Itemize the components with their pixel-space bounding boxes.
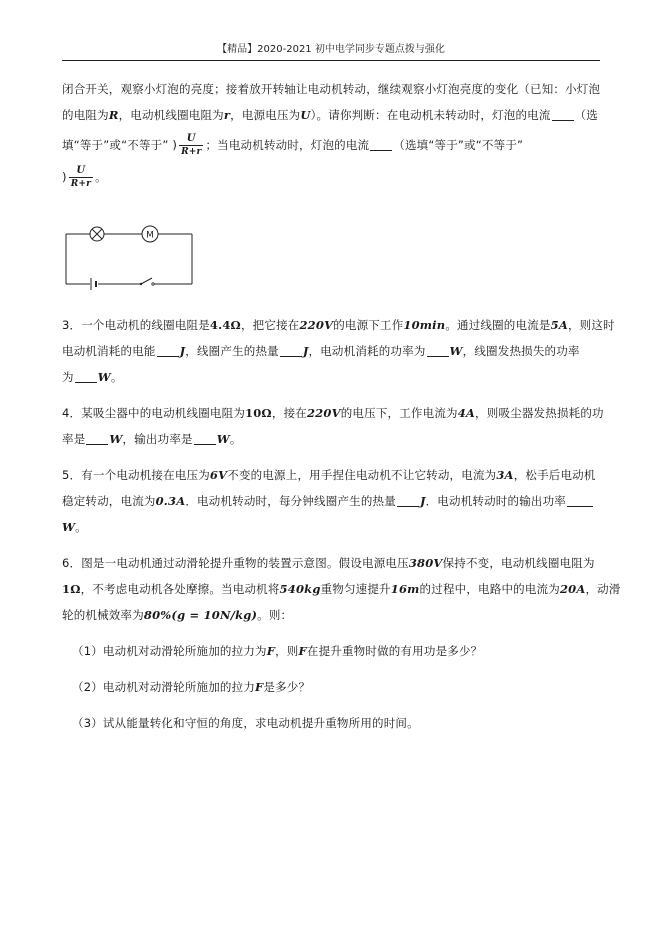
question-6-part-1: （1）电动机对动滑轮所施加的拉力为F，则F在提升重物时做的有用功是多少？ [72, 644, 483, 658]
circuit-diagram [62, 225, 198, 291]
q2-blank-1[interactable] [552, 108, 574, 121]
question-6-part-2: （2）电动机对动滑轮所施加的拉力F是多少？ [72, 680, 311, 694]
q4-blank-heat-power[interactable] [86, 432, 108, 445]
q3-blank-energy[interactable] [157, 344, 179, 357]
page-header: 【精品】2020-2021 初中电学同步专题点拨与强化 [217, 44, 445, 55]
motor-icon [142, 226, 158, 242]
q5-blank-heat[interactable] [397, 494, 419, 507]
question-3: 3．一个电动机的线圈电阻是4.4Ω，把它接在220V的电源下工作10min。通过线圈的电流是5A，则这时 电动机消耗的电能 J，线圈产生的热量 J，电动机消耗的功率为 W，线圈发热损失的功率 为 W。 [62, 318, 615, 384]
q4-blank-output-power[interactable] [194, 432, 216, 445]
q3-blank-heat[interactable] [280, 344, 302, 357]
q3-blank-power[interactable] [427, 344, 449, 357]
document-body [62, 76, 602, 192]
fraction-u-over-r-plus-r-2: $\frac{U}{R+r}$ [70, 165, 92, 189]
switch-icon [140, 278, 154, 285]
q3-blank-heat-power[interactable] [75, 370, 97, 383]
q2-line-2: 的电阻为R，电动机线圈电阻为r，电源电压为U）。请你判断：在电动机未转动时，灯泡的电流 （选 [62, 108, 598, 122]
q2-line-3: 填“等于”或“不等于” ) $\frac{U}{R+r}$ ；当电动机转动时，灯泡的电流 （选填“等于”或“不等于” [62, 133, 524, 157]
q2-blank-2[interactable] [370, 138, 392, 151]
question-4: 4．某吸尘器中的电动机线圈电阻为10Ω，接在220V的电压下，工作电流为4A，则吸尘器发热损耗的功 率是 W，输出功率是 W。 [62, 406, 604, 446]
question-5: 5．有一个电动机接在电压为6V不变的电源上，用手捏住电动机不让它转动，电流为3A，松手后电动机 稳定转动，电流为0.3A．电动机转动时，每分钟线圈产生的热量 J．电动机转动时的输出功率 W。 [62, 468, 596, 534]
fraction-u-over-r-plus-r: $\frac{U}{R+r}$ [181, 133, 202, 157]
question-6-part-3: （3）试从能量转化和守恒的角度，求电动机提升重物所用的时间。 [72, 716, 419, 730]
battery-icon [91, 278, 96, 290]
q2-line-1: 闭合开关，观察小灯泡的亮度；接着放开转轴让电动机转动，继续观察小灯泡亮度的变化（已知：小灯泡 [62, 82, 601, 96]
question-6: 6．图是一电动机通过动滑轮提升重物的装置示意图。假设电源电压380V保持不变，电动机线圈电阻为 1Ω，不考虑电动机各处摩擦。当电动机将540kg重物匀速提升16m的过程中，电路中的电流为20A，动滑 轮的机械效率为80%(g = 10N/kg)。则： （1）电动机对动滑轮所施加的拉力为F，则F在提升重物时做的有用功是多少？ （2）电动机对动滑轮所施加的拉力F是多少？ （3）试从能量转化和守恒的角度，求电动机提升重物所用的时间。 [62, 550, 602, 736]
q2-line-4: ) $\frac{U}{R+r}$ 。 [62, 165, 107, 189]
questions-3-6 [62, 312, 621, 736]
motor-label: M [146, 230, 154, 241]
header-divider [62, 60, 600, 61]
lamp-icon [90, 227, 104, 241]
q5-blank-output-power[interactable] [567, 494, 593, 507]
